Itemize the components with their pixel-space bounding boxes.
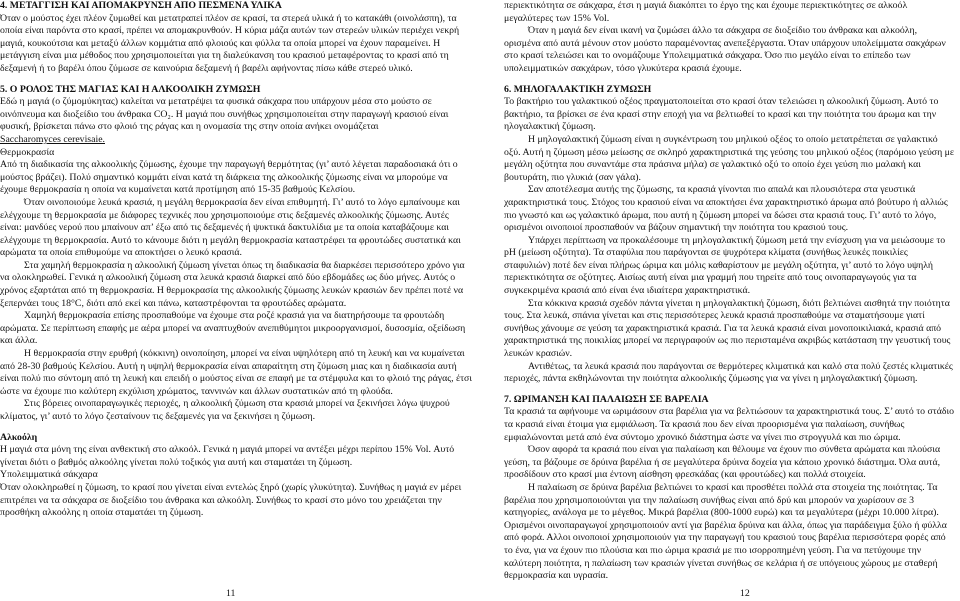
paragraph: Στις βόρειες οινοπαραγωγικές περιοχές, η αλκοολική ζύμωση στα κρασιά μπορεί να ξεκινήσει λόγω ψυχρού κλίματος, γι’ αυτό το λόγο ζεσταίνουν τις δεξαμενές για να ξεκινήσει η ζύμωση. [0,398,450,422]
paragraph: Όταν η μαγιά δεν είναι ικανή να ζυμώσει άλλο τα σάκχαρα σε διοξείδιο του άνθρακα και αλκοόλη, ορισμένα από αυτά μένουν στον μούστο παραμένοντας ανεπεξέργαστα. Όταν υπάρχουν υπολείμματα σακχάρων στο κρασί τελειώσει και το ονομάζουμε Υπολειμματικά σάκχαρα. Όσο πιο μεγάλο είναι το επίπεδο των υπολειμματικών σακχάρων, τόσο γλυκύτερα κρασιά έχουμε. [504,25,946,74]
paragraph: Υπάρχει περίπτωση να προκαλέσουμε τη μηλογαλακτική ζύμωση μετά την ενίσχυση για να μειώσουμε το pH (μείωση οξύτητα). Τα σταφύλια που παράγονται σε ψυχρότερα κλίματα (συνήθως λευκές ποικιλίες σταφυλιών) ποτέ δεν είναι πλήρως ώριμα και μόλις καθαρίστουν με μεγάλη οξύτητα, γι’ αυτό το λόγο υψηλή περιεκτικότητα σε οξύτητες. Αισίως αυτή είναι μια γραμμή που τηρείτε από τους οινοπαραγωγούς για τα συγκεκριμένα κρασιά από είναι ένα ιδιαίτερα χαρακτηριστικά. [504,234,946,297]
paragraph: Στα κόκκινα κρασιά σχεδόν πάντα γίνεται η μηλογαλακτική ζύμωση, διότι βελτιώνει αισθητά την ποιότητα τους. Στα λευκά, σπάνια γίνεται και στις περισσότερες λευκά κρασιά προσπαθούμε να σταματήσουμε γιατί συνήθως χάνουμε σε γεύση τα χαρακτηριστικά κρασιά. Για τα λευκά κρασιά είναι μονοποικιλιακά, κρασιά από χαρακτηριστικά της ποικιλίας μπορεί να περιγραφούν ως πιο περισταμένα ακριβώς κατάσταση την γευστική τους λευκών κρασιών. [504,297,951,360]
paragraph: Υπολειμματικά σάκχαρα [0,469,98,481]
species-name: Saccharomyces cerevisaie. [0,133,105,145]
right-page-number: 12 [740,588,750,599]
paragraph: Η μηλογαλακτική ζύμωση είναι η συγκέντρωση του μηλικού οξέος το οποίο μετατρέπεται σε γαλακτικό οξύ. Αυτή η ζύμωση μέσω μείωσης σε σκληρό χαρακτηριστικά της γεύσης του μηλικού οξέος (παρόμοιο γεύση με μεγάλη οξύτητα που συναντάμε στα πράσινα μήλα) σε γαλακτικό οξύ το οποίο έχει γεύση πιο μαλακή και βουτυράτη, πιο γλυκιά (σαν γάλα). [504,133,955,183]
paragraph-gap [504,76,956,84]
section-heading: 5. Ο ΡΟΛΟΣ ΤΗΣ ΜΑΓΙΑΣ ΚΑΙ Η ΑΛΚΟΟΛΙΚΗ ΖΥΜΩΣΗ [0,83,261,95]
paragraph: Στα χαμηλή θερμοκρασία η αλκοολική ζύμωση γίνεται όπως τη διαδικασία θα διαρκέσει περισσότερο χρόνο για να ολοκληρωθεί. Γενικά η αλκοολική ζύμωση στα λευκά κρασιά διαρκεί από δύο εβδομάδες ως δύο μήνες. Αυτός ο χρόνος εξαρτάται από τη θερμοκρασία. Η θερμοκρασία της αλκοολικής ζύμωσης λευκών κρασιών δεν πρέπει ποτέ να ξεπερνάει τους 18°C, διότι από εκεί και πάνω, καταστρέφονται τα φρουτώδες αρώματα. [0,259,465,309]
section-heading: 7. ΩΡΙΜΑΝΣΗ ΚΑΙ ΠΑΛΑΙΩΣΗ ΣΕ ΒΑΡΕΛΙΑ [504,393,709,405]
paragraph-gap [504,386,956,394]
paragraph: Θερμοκρασία [0,146,55,158]
left-page-text [0,0,472,520]
paragraph: Σαν αποτέλεσμα αυτής της ζύμωσης, τα κρασιά γίνονται πιο απαλά και πλουσιότερα στα γευστικά χαρακτηριστικά τους. Στόχος του κρασιού είναι να αποκτήσει ένα χαρακτηριστικό άρωμα από βούτυρο ή αλλιώς πιο γνωστό και ως γαλακτικό άρωμα, που αυτή η ζύμωση μπορεί να δώσει στα κρασιά τους. Γι’ αυτό το λόγο, ορισμένοι οινοποιοί προσπαθούν να βάζουν σημαντική την ποιότητα του κρασιού τους. [504,184,948,234]
left-page [0,0,476,601]
left-page-number: 11 [226,588,236,599]
paragraph: Όταν οινοποιούμε λευκά κρασιά, η μεγάλη θερμοκρασία δεν είναι επιθυμητή. Γι’ αυτό το λόγο εμπαίνουμε και ελέγχουμε τη θερμοκρασία με διάφορες τεχνικές που χρησιμοποιούμε στις δεξαμενές αλκοολικής ζύμωσης. Αυτές είναι: μανδύες νερού που μπαίνουν απ’ έξω από τις δεξαμενές ή ψυκτικά δακτυλίδια με τα οποία καταβάζουμε και ελέγχουμε τη θερμοκρασία. Αυτό το κάνουμε διότι η μεγάλη θερμοκρασία καταστρέφει τα φρουτώδες συστατικά και αρώματα τα οποία επιθυμούμε να αποκτήσει ο λευκό κρασιά. [0,196,461,259]
paragraph: Όταν ολοκληρωθεί η ζύμωση, το κρασί που γίνεται είναι εντελώς ξηρό (χωρίς γλυκύτητα). Συνήθως η μαγιά εν μέρει επιτρέπει να τα σάκχαρα σε διοξείδιο του άνθρακα και αλκοόλη. Συνήθως το κρασί στο μόνο του χρειάζεται την προσθήκη αλκοόλης η οποία σταματάει τη ζύμωση. [0,481,462,519]
paragraph-gap [0,76,472,84]
paragraph: Αντιθέτως, τα λευκά κρασιά που παράγονται σε θερμότερες κλιματικά και καλό στα πολύ ζεστές κλιματικές περιοχές, πάντα εκθηλώνονται την ποιότητα αλκοολικής ζύμωσης για να γίνει η μηλογαλακτική ζύμωση. [504,360,953,385]
section-heading: 4. ΜΕΤΑΓΓΙΣΗ ΚΑΙ ΑΠΟΜΑΚΡΥΝΣΗ ΑΠΟ ΠΕΣΜΕΝΑ ΥΛΙΚΑ [0,0,282,11]
paragraph: Το βακτήριο του γαλακτικού οξέος πραγματοποιείται στο κρασί όταν τελειώσει η αλκοολική ζύμωση. Αυτό το βακτήριο, τα βρίσκει σε ένα κρασί στην εποχή για να βελτιωθεί το κρασί και την ποιότητα του άρωμα και την ηλογαλακτική ζύμωση. [504,96,939,133]
right-page [484,0,960,601]
paragraph: Όσον αφορά τα κρασιά που είναι για παλαίωση και θέλουμε να έχουν πιο σύνθετα αρώματα και πλούσια γεύση, τα βάζουμε σε δρύινα βαρέλια ή σε μεγαλύτερα δρύινα δοχεία για κάποιο χρονικό διάστημα. Όλα αυτά, προσδίδουν στο κρασί μια έντονη αίσθηση φρεσκάδας (και φρουτώδες) και πολλά στοιχεία. [504,444,941,481]
paragraph: Η παλαίωση σε δρύινα βαρέλια βελτιώνει το κρασί και προσθέτει πολλά στα στοιχεία της ποιότητας. Τα βαρέλια που χρησιμοποιούνται για την παλαίωση συνήθως είναι από δρύ και μπορούν να χωρίσουν σε 3 κατηγορίες, ανάλογα με το μέγεθος. Μικρά βαρέλια (800-1000 ευρώ) και τα μεγαλύτερα (μέχρι 10.000 λίτρα). Ορισμένοι οινοπαραγωγοί χρησιμοποιούν αντί για βαρέλια δρύινα και άλλα, όπως για παράδειγμα ξύλο ή φύλλα από φορά. Αλλοι οινοποιοί χρησιμοποιούν για την παραγωγή του κρασιού τους βαρέλια περισσότερα φορές από το ένα, για να έχουν πιο πλούσια και πιο ώριμα κρασιά με πιο ισορροπημένη γεύση. Για να πετύχουμε την καλύτερη ποιότητα, η παλαίωση των κρασιών γίνεται συνήθως σε κελάρια ή σε υπόγειους χώρους με σταθερή θερμοκρασία και υγρασία. [504,481,947,582]
paragraph: Όταν ο μούστος έχει πλέον ζυμωθεί και μετατραπεί πλέον σε κρασί, τα στερεά υλικά ή το κατακάθι (οινολάσπη), τα οποία είναι παρόντα στο κρασί, πρέπει να απομακρυνθούν. Η κύρια μάζα αυτών των στερεών υλικών περιέχει νεκρή μαγιά, κουκούτσια και μεταξύ άλλων κομμάτια από φλοιούς και φύλλα τα οποία μπορεί να έχουν παραμείνει. Η μετάγγιση είναι μια μέθοδος που χρησιμοποιείται για τη διαλεύκανση του κρασιού μεταφέροντας το κρασί από τη δεξαμενή ή το βαρέλι όπου ζύμωσε σε καινούρια δεξαμενή ή βαρέλι αφήνοντας πίσω κάθε στερεό υλικό. [0,12,460,74]
paragraph-gap [0,424,472,432]
paragraph: Χαμηλή θερμοκρασία επίσης προσπαθούμε να έχουμε στα ροζέ κρασιά για να διατηρήσουμε τα φρουτώδη αρώματα. Σε περίπτωση επαφής με αέρα μπορεί να αναπτυχθούν ανεπιθύμητοι μικροοργανισμοί, δυσοσμία, οξείδωση και άλλα. [0,310,466,347]
paragraph: Η μαγιά στα μόνη της είναι ανθεκτική στο αλκοόλ. Γενικά η μαγιά μπορεί να αντέξει μέχρι περίπου 15% Vol. Αυτό γίνεται διότι ο βαθμός αλκοόλης γίνεται πολύ τοξικός για αυτή και σταματάει τη ζύμωση. [0,444,455,468]
section-heading: Αλκοόλη [0,431,38,443]
right-page-text [504,0,956,583]
paragraph: Από τη διαδικασία της αλκοολικής ζύμωσης, έχουμε την παραγωγή θερμότητας (γι’ αυτό λέγεται παραδοσιακά ότι ο μούστος βράζει). Πολύ σημαντικό κομμάτι είναι κατά τη διάρκεια της αλκοολικής ζύμωσης είναι να μπορούμε να έχουμε θερμοκρασία η οποία να κυμαίνεται κατά προτίμηση από 15-35 βαθμούς Κελσίου. [0,159,458,196]
paragraph: περιεκτικότητα σε σάκχαρα, έτσι η μαγιά διακόπτει το έργο της και έχουμε περιεκτικότητες σε αλκοόλ μεγαλύτερες των 15% Vol. [504,0,908,24]
paragraph: Εδώ η μαγιά (ο ζύμομύκητας) καλείται να μετατρέψει τα φυσικά σάκχαρα που υπάρχουν μέσα στο μούστο σε οινόπνευμα και διοξείδιο του άνθρακα CO₂. Η μαγιά που συνήθως χρησιμοποιείται στην παραγωγή κρασιού είναι φυσική, βρίσκεται πάνω στο φλοιό της ράγας και η ονομασία της στην οποία ανήκει ονομάζεται [0,96,449,133]
paragraph: Τα κρασιά τα αφήνουμε να ωριμάσουν στα βαρέλια για να βελτιώσουν τα χαρακτηριστικά τους. Σ’ αυτό το στάδιο τα κρασιά είναι έτοιμα για εμφιάλωση. Τα κρασιά που δεν είναι προορισμένα για παλαίωση, συνήθως εμφιαλώνονται μετά από ένα σύντομο χρονικό διάστημα ώστε να γίνει πιο στρογγυλά και πιο ώριμα. [504,406,954,443]
paragraph: Η θερμοκρασία στην ερυθρή (κόκκινη) οινοποίηση, μπορεί να είναι υψηλότερη από τη λευκή και να κυμαίνεται από 28-30 βαθμούς Κελσίου. Αυτή η υψηλή θερμοκρασία είναι απαραίτητη στη ζύμωση μιας και η διαδικασία αυτή είναι πολύ πιο σύντομη από τη λευκή και επειδή ο μούστος είναι σε επαφή με τα στέμφυλα και το φλοιό της ράγας, έτσι ώστε να έχουμε πιο καλύτερη εκχύλιση χρώματος, ταννινών και άλλων συστατικών από τη φλούδα. [0,348,472,397]
section-heading: 6. ΜΗΛΟΓΑΛΑΚΤΙΚΗ ΖΥΜΩΣΗ [504,83,652,95]
